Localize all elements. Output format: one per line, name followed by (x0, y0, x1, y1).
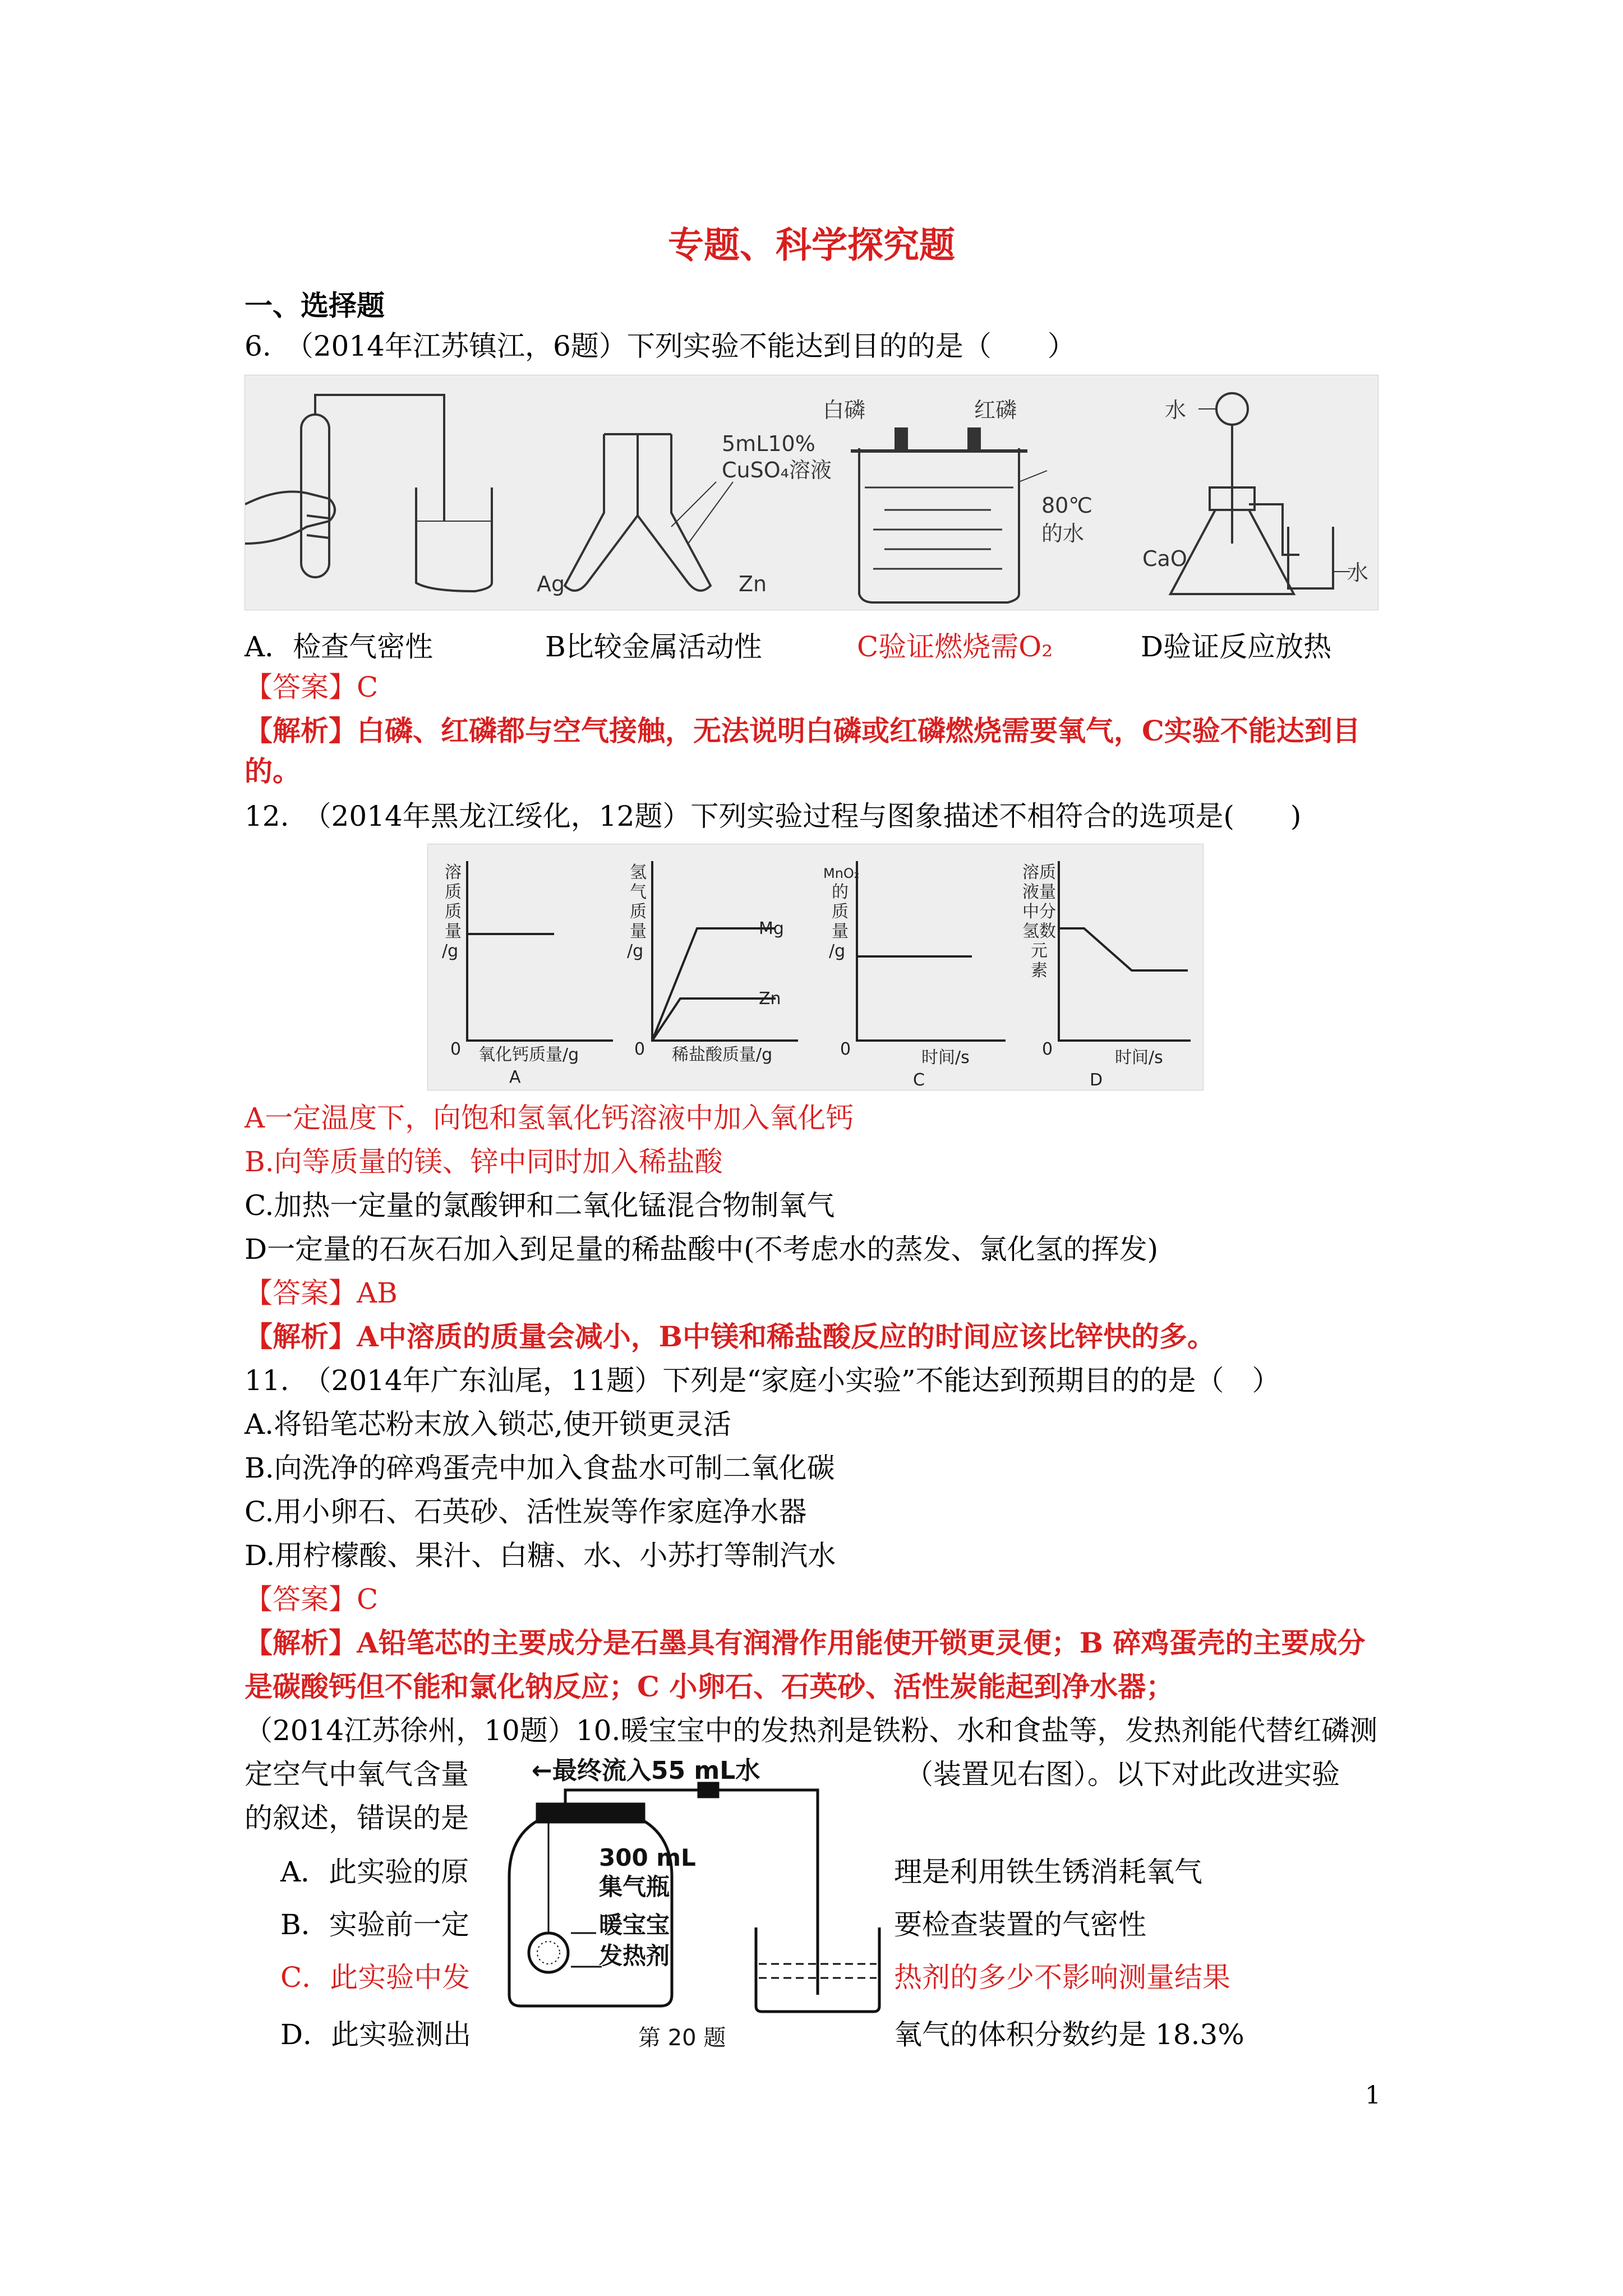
graph-c-ylabel-2: 的 (832, 882, 849, 902)
q11-answer: 【答案】C (245, 1583, 379, 1616)
bottle-name-label: 集气瓶 (599, 1873, 670, 1901)
graph-b-origin: 0 (634, 1039, 645, 1059)
delivery-tube (315, 395, 444, 521)
graph-d-id: D (1090, 1070, 1103, 1090)
label-solution: 5mL10% (722, 431, 815, 456)
q10-stem-line1: （2014江苏徐州，10题）10.暖宝宝中的发热剂是铁粉、水和食盐等，发热剂能代替红磷测 (245, 1714, 1378, 1747)
section-heading: 一、选择题 (245, 289, 385, 322)
y-tube-right (638, 434, 711, 591)
label-water-right: 水 (1347, 560, 1369, 585)
tube-left (565, 1790, 700, 1804)
graph-c-ylabel-5: /g (829, 941, 846, 961)
graph-c-ylabel-3: 质 (832, 902, 849, 922)
graph-a-ylabel-2: 质 (445, 882, 462, 902)
graph-a-id: A (509, 1068, 521, 1087)
q11-analysis-line2: 是碳酸钙但不能和氯化钠反应；C 小卵石、石英砂、活性炭能起到净水器； (245, 1670, 1174, 1703)
heating-agent-pouch (529, 1933, 568, 1972)
graph-b-ylabel-1: 氢 (630, 863, 647, 882)
graph-b-zn-line (652, 999, 776, 1041)
separatory-funnel (1216, 393, 1248, 425)
q12-option-c: C.加热一定量的氯酸钾和二氧化锰混合物制氧气 (245, 1189, 835, 1222)
q10-option-b-left: B．实验前一定 (280, 1908, 469, 1941)
q12-graphs (428, 844, 1203, 1090)
q10-apparatus (498, 1748, 891, 2068)
q6-answer: 【答案】C (245, 671, 379, 703)
flow-label: ←最终流入55 mL水 (532, 1756, 760, 1785)
q12-option-b: B.向等质量的镁、锌中同时加入稀盐酸 (245, 1145, 723, 1178)
label-ag: Ag (537, 572, 565, 596)
graph-d-ylabel-1: 溶质 (1022, 863, 1056, 882)
q11-stem: 11. （2014年广东汕尾，11题）下列是“家庭小实验”不能达到预期目的的是（ ） (245, 1364, 1280, 1397)
graph-b-xlabel: 稀盐酸质量/g (672, 1045, 773, 1065)
graph-a-origin: 0 (450, 1039, 462, 1059)
q11-option-d: D.用柠檬酸、果汁、白糖、水、小苏打等制汽水 (245, 1539, 836, 1572)
q11-option-a: A.将铅笔芯粉末放入锁芯,使开锁更灵活 (245, 1408, 731, 1441)
graph-b-mg-line (652, 928, 776, 1041)
q6-apparatus-drawings (245, 375, 1378, 610)
graph-d-line (1059, 928, 1188, 970)
beaker-a (416, 487, 492, 591)
clamp (699, 1783, 718, 1797)
q11-analysis-line1: 【解析】A铅笔芯的主要成分是石墨具有润滑作用能使开锁更灵便；B 碎鸡蛋壳的主要成分 (245, 1626, 1366, 1659)
label-cao: CaO (1142, 546, 1187, 571)
y-tube-left (565, 434, 638, 591)
graph-b-ylabel-2: 气 (630, 882, 647, 902)
graph-c-origin: 0 (840, 1039, 851, 1059)
q6-figure (245, 375, 1378, 610)
graph-a-ylabel-1: 溶 (445, 863, 462, 882)
figure-caption: 第 20 题 (638, 2025, 726, 2051)
graph-b-ylabel-5: /g (627, 941, 644, 961)
graph-c-id: C (913, 1070, 925, 1090)
graph-d-ylabel-6: 素 (1031, 961, 1048, 981)
graph-d-ylabel-2: 液量 (1022, 882, 1056, 902)
q6-stem: 6. （2014年江苏镇江，6题）下列实验不能达到目的的是（ ） (245, 330, 1076, 362)
graph-b-axes (652, 861, 798, 1041)
label-water-temp: 80℃ (1041, 493, 1093, 518)
q6-option-d: D验证反应放热 (1141, 631, 1332, 663)
graph-a-xlabel: 氧化钙质量/g (478, 1045, 579, 1065)
q6-option-c: C验证燃烧需O₂ (857, 631, 1053, 663)
q6-analysis-line1: 【解析】白磷、红磷都与空气接触，无法说明白磷或红磷燃烧需要氧气，C实验不能达到目 (245, 714, 1361, 747)
q6-analysis-line2: 的。 (245, 754, 301, 788)
bottle-volume-label: 300 mL (599, 1844, 696, 1871)
beaker-d (1288, 527, 1333, 588)
graph-b-ylabel-4: 量 (630, 922, 647, 941)
q10-option-c-right: 热剂的多少不影响测量结果 (894, 1961, 1230, 1994)
graph-d-origin: 0 (1042, 1039, 1053, 1059)
graph-a-ylabel-4: 量 (445, 922, 462, 941)
agent-label-1: 暖宝宝 (599, 1911, 670, 1939)
page-title: 专题、科学探究题 (668, 225, 955, 266)
q6-option-a: A．检查气密性 (245, 631, 434, 663)
q11-option-b: B.向洗净的碎鸡蛋壳中加入食盐水可制二氧化碳 (245, 1452, 835, 1484)
agent-label-2: 发热剂 (599, 1942, 670, 1970)
q6-option-b: B比较金属活动性 (545, 631, 762, 663)
graph-d-ylabel-4: 氢数 (1022, 922, 1056, 941)
graph-c-xlabel: 时间/s (921, 1048, 970, 1068)
q12-stem: 12. （2014年黑龙江绥化，12题）下列实验过程与图象描述不相符合的选项是( ) (245, 800, 1302, 832)
graph-b-zn-label: Zn (759, 989, 781, 1009)
q11-option-c: C.用小卵石、石英砂、活性炭等作家庭净水器 (245, 1496, 807, 1528)
q10-option-b-right: 要检查装置的气密性 (894, 1908, 1146, 1941)
graph-d-xlabel: 时间/s (1115, 1048, 1163, 1068)
q10-stem-line2-right: （装置见右图）。以下对此改进实验 (905, 1758, 1340, 1791)
label-cuso4: CuSO₄溶液 (722, 458, 832, 482)
q10-option-d-right: 氧气的体积分数约是 18.3% (894, 2018, 1244, 2051)
graph-a-ylabel-3: 质 (445, 902, 462, 922)
graph-a-ylabel-5: /g (442, 941, 459, 961)
q10-option-a-left: A．此实验的原 (280, 1856, 469, 1888)
page-number: 1 (1365, 2081, 1381, 2110)
q10-option-a-right: 理是利用铁生锈消耗氧气 (894, 1856, 1202, 1888)
label-hot-water: 的水 (1041, 521, 1085, 546)
graph-c-axes (857, 861, 1006, 1041)
stopper (537, 1804, 644, 1822)
q10-option-d-left: D．此实验测出 (280, 2018, 472, 2051)
label-red-phosphorus: 红磷 (974, 398, 1017, 422)
q10-option-c-left: C．此实验中发 (280, 1961, 471, 1994)
graph-d-ylabel-5: 元 (1031, 941, 1048, 961)
graph-c-ylabel-4: 量 (832, 922, 849, 941)
graph-d-axes (1059, 861, 1191, 1041)
graph-b-mg-label: Mg (759, 919, 784, 938)
q12-option-a: A一定温度下，向饱和氢氧化钙溶液中加入氧化钙 (245, 1102, 854, 1134)
label-water-top: 水 (1165, 398, 1187, 422)
q12-answer: 【答案】AB (245, 1277, 398, 1309)
graph-a-axes (467, 861, 613, 1041)
q12-analysis: 【解析】A中溶质的质量会减小，B中镁和稀盐酸反应的时间应该比锌快的多。 (245, 1320, 1216, 1353)
label-zn: Zn (739, 572, 767, 596)
q10-figure (498, 1748, 891, 2068)
q12-figure (427, 844, 1204, 1091)
beaker-c (859, 448, 1019, 602)
q10-stem-line2-left: 定空气中氧气含量 (245, 1758, 469, 1791)
graph-b-ylabel-3: 质 (630, 902, 647, 922)
q10-stem-line3: 的叙述，错误的是 (245, 1802, 469, 1834)
graph-d-ylabel-3: 中分 (1022, 902, 1056, 922)
label-white-phosphorus: 白磷 (823, 398, 866, 422)
graph-c-ylabel-1: MnO₂ (823, 866, 860, 881)
q12-option-d: D一定量的石灰石加入到足量的稀盐酸中(不考虑水的蒸发、氯化氢的挥发) (245, 1233, 1159, 1266)
